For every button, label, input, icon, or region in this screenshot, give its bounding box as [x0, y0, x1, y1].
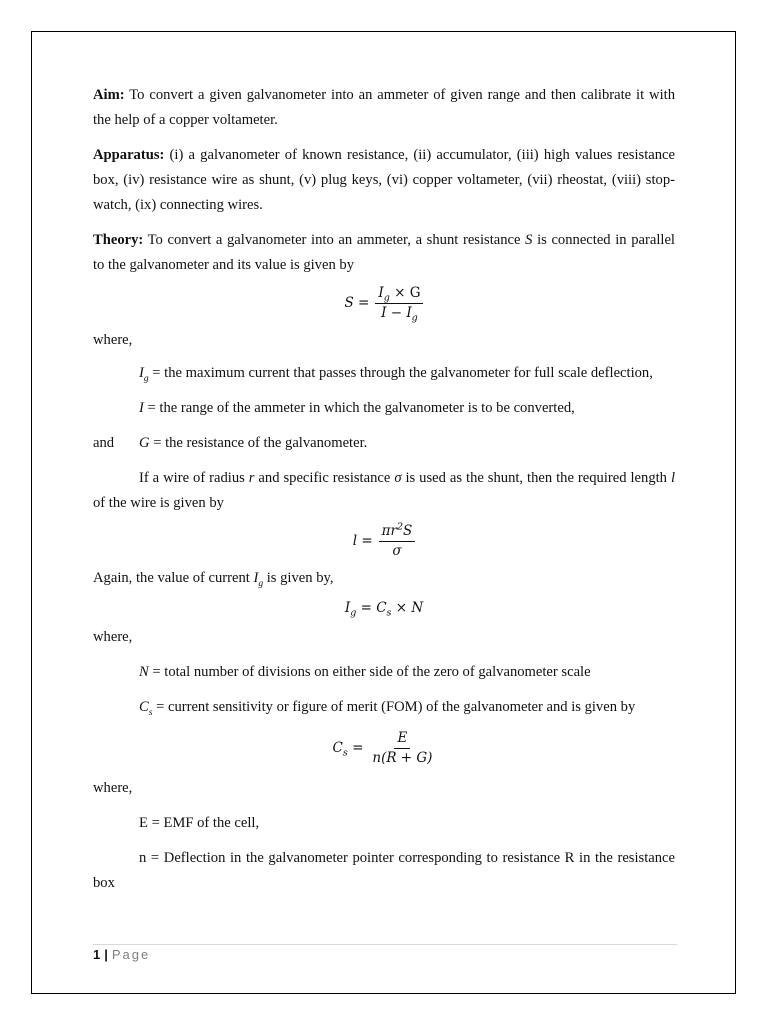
wire-t2: and specific resistance — [254, 470, 395, 486]
theory-paragraph — [93, 228, 675, 278]
page-footer — [93, 947, 150, 962]
eq2-lhs: l = — [352, 532, 373, 549]
aim-paragraph — [93, 83, 675, 133]
eq1-denominator: $I - I_g$ — [381, 304, 418, 324]
eq4-numerator: E — [394, 729, 410, 749]
def-cs-text: = current sensitivity or figure of merit (FOM) of the galvanometer and is given by — [152, 699, 636, 715]
theory-text-b: is connected in parallel to the galvanometer and its value is given by — [93, 232, 675, 273]
theory-label: Theory: — [93, 232, 144, 248]
and-label: and — [93, 435, 115, 451]
wire-t3: is used as the shunt, then the required length — [401, 470, 671, 486]
where-label-2: where, — [93, 629, 133, 645]
def-i-text: = the range of the ammeter in which the galvanometer is to be converted, — [143, 400, 575, 416]
page-word: Page — [111, 947, 151, 962]
eq1-lhs: S = — [344, 294, 370, 311]
def-n-text: = total number of divisions on either side of the zero of galvanometer scale — [148, 664, 591, 680]
again-t2: is given by, — [263, 570, 334, 586]
again-t1: Again, the value of current — [93, 570, 254, 586]
footer-rule — [93, 944, 677, 945]
def-g — [93, 431, 675, 456]
aim-label: Aim: — [93, 87, 125, 103]
def-g-line: G = the resistance of the galvanometer. — [139, 435, 368, 451]
eq3-rhs: = C — [356, 599, 387, 616]
var-s: S — [525, 232, 533, 248]
def-n: N = total number of divisions on either side of the zero of galvanometer scale — [139, 664, 591, 680]
def-g-text: = the resistance of the galvanometer. — [149, 435, 368, 451]
equation-cs — [93, 720, 675, 776]
apparatus-paragraph — [93, 143, 675, 218]
footer-separator: | — [104, 947, 108, 962]
equation-shunt — [93, 278, 675, 328]
aim-text: To convert a given galvanometer into an ammeter of given range and then calibrate it with the help of a copper voltameter. — [93, 87, 675, 128]
wire-t1: If a wire of radius — [139, 470, 249, 486]
def-i: I = the range of the ammeter in which the galvanometer is to be converted, — [139, 400, 575, 416]
eq4-fraction — [369, 729, 435, 768]
eq1-den-text: I − I — [381, 304, 412, 321]
def-ig: $I_g$ = the maximum current that passes through the galvanometer for full scale deflection, — [139, 365, 653, 384]
apparatus-text: (i) a galvanometer of known resistance, (ii) accumulator, (iii) high values resistance box, (iv) resistance wire as shunt, (v) plug keys, (vi) copper voltameter, (vii) rheostat, (viii) stop-watch, (ix) connecting wires. — [93, 147, 675, 213]
wire-paragraph: If a wire of radius r and specific resistance σ is used as the shunt, then the required length l of the wire is given by — [93, 470, 676, 511]
wire-t4: of the wire is given by — [93, 495, 224, 511]
eq2-fraction — [379, 522, 416, 561]
page-number: 1 — [93, 947, 101, 962]
eq2-numerator: $\pi r^2S$ — [379, 522, 416, 542]
eq1-numerator: $I_g \times G$ — [375, 284, 423, 304]
again-paragraph: Again, the value of current $I_g$ is given by, — [93, 570, 334, 589]
def-deflection: n = Deflection in the galvanometer pointer corresponding to resistance R in the resistance box — [93, 850, 675, 891]
def-e: E = EMF of the cell, — [139, 815, 260, 831]
where-label-1: where, — [93, 332, 133, 348]
apparatus-label: Apparatus: — [93, 147, 165, 163]
def-ig-text: = the maximum current that passes through the galvanometer for full scale deflection, — [148, 365, 653, 381]
where-label-3: where, — [93, 780, 133, 796]
eq4-lhs: $C_s$ = — [332, 739, 364, 759]
eq2-denominator: σ — [392, 542, 402, 559]
theory-text-a: To convert a galvanometer into an ammeter, a shunt resistance — [143, 232, 526, 248]
eq1-num-text: × G — [394, 284, 421, 301]
eq1-fraction — [375, 284, 423, 323]
document-body — [93, 83, 675, 896]
equation-ig — [93, 591, 675, 625]
equation-length — [93, 516, 675, 566]
eq3-content: $I_g = C_s \times N$ — [344, 599, 424, 619]
eq4-denominator: n(R + G) — [372, 749, 433, 766]
def-cs: $C_s$ = current sensitivity or figure of merit (FOM) of the galvanometer and is given by — [139, 699, 636, 718]
